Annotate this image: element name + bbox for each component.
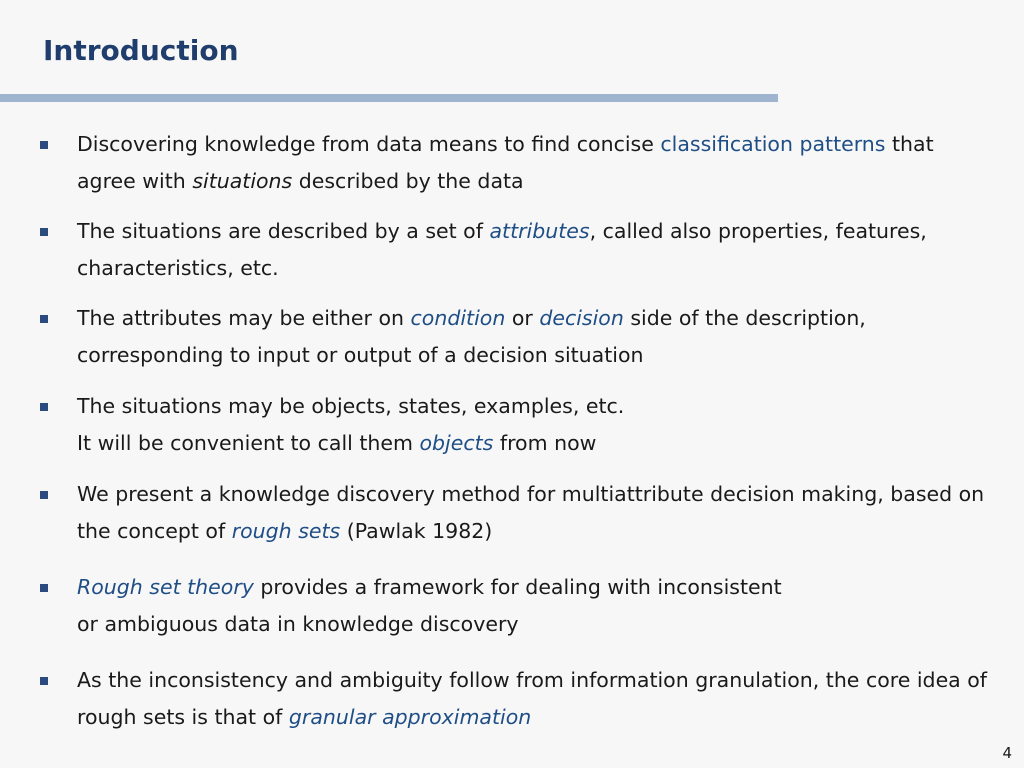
- highlighted-term: Rough set theory: [77, 575, 254, 599]
- bullet-text-segment: provides a framework for dealing with inconsistent: [253, 575, 782, 599]
- bullet-text-segment: The situations are described by a set of: [77, 219, 490, 243]
- highlighted-term: objects: [419, 431, 494, 455]
- highlighted-term: condition: [410, 306, 506, 330]
- bullet-text: [77, 126, 997, 200]
- bullet-item: [77, 388, 997, 462]
- square-bullet-icon: [40, 491, 48, 499]
- bullet-text-segment: or ambiguous data in knowledge discovery: [77, 612, 519, 636]
- square-bullet-icon: [40, 584, 48, 592]
- bullet-item: [77, 476, 997, 550]
- bullet-text-segment: It will be convenient to call them: [77, 431, 420, 455]
- highlighted-term: classification patterns: [660, 132, 886, 156]
- square-bullet-icon: [40, 228, 48, 236]
- highlighted-term: rough sets: [231, 519, 341, 543]
- bullet-text-segment: side of the description, corresponding to input or output of a decision situation: [77, 306, 866, 367]
- bullet-text-segment: The attributes may be either on: [77, 306, 411, 330]
- square-bullet-icon: [40, 403, 48, 411]
- bullet-text: [77, 388, 997, 462]
- square-bullet-icon: [40, 677, 48, 685]
- highlighted-term: attributes: [489, 219, 590, 243]
- bullet-text-segment: We present a knowledge discovery method for multiattribute decision making, based on the concept of: [77, 482, 985, 543]
- bullet-item: [77, 126, 997, 200]
- bullet-text: [77, 662, 997, 736]
- bullet-item: [77, 213, 997, 287]
- bullet-text-segment: or: [505, 306, 540, 330]
- slide-title: Introduction: [43, 34, 239, 67]
- square-bullet-icon: [40, 141, 48, 149]
- highlighted-term: situations: [192, 169, 293, 193]
- bullet-item: [77, 662, 997, 736]
- highlighted-term: granular approximation: [288, 705, 532, 729]
- bullet-text-segment: (Pawlak 1982): [340, 519, 493, 543]
- bullet-text-segment: , called also properties, features, characteristics, etc.: [77, 219, 927, 280]
- bullet-text-segment: As the inconsistency and ambiguity follow from information granulation, the core idea of rough sets is that of: [77, 668, 988, 729]
- bullet-text-segment: described by the data: [292, 169, 524, 193]
- bullet-item: [77, 300, 997, 374]
- bullet-text: [77, 476, 997, 550]
- bullet-text: [77, 300, 997, 374]
- square-bullet-icon: [40, 315, 48, 323]
- bullet-text: [77, 213, 997, 287]
- highlighted-term: decision: [539, 306, 624, 330]
- bullet-text-segment: that agree with: [77, 132, 934, 193]
- bullet-text-segment: from now: [493, 431, 597, 455]
- bullet-item: [77, 569, 997, 643]
- bullet-text: [77, 569, 997, 643]
- page-number: 4: [1002, 744, 1012, 762]
- bullet-text-segment: Discovering knowledge from data means to find concise: [77, 132, 661, 156]
- bullet-text-segment: The situations may be objects, states, examples, etc.: [77, 394, 625, 418]
